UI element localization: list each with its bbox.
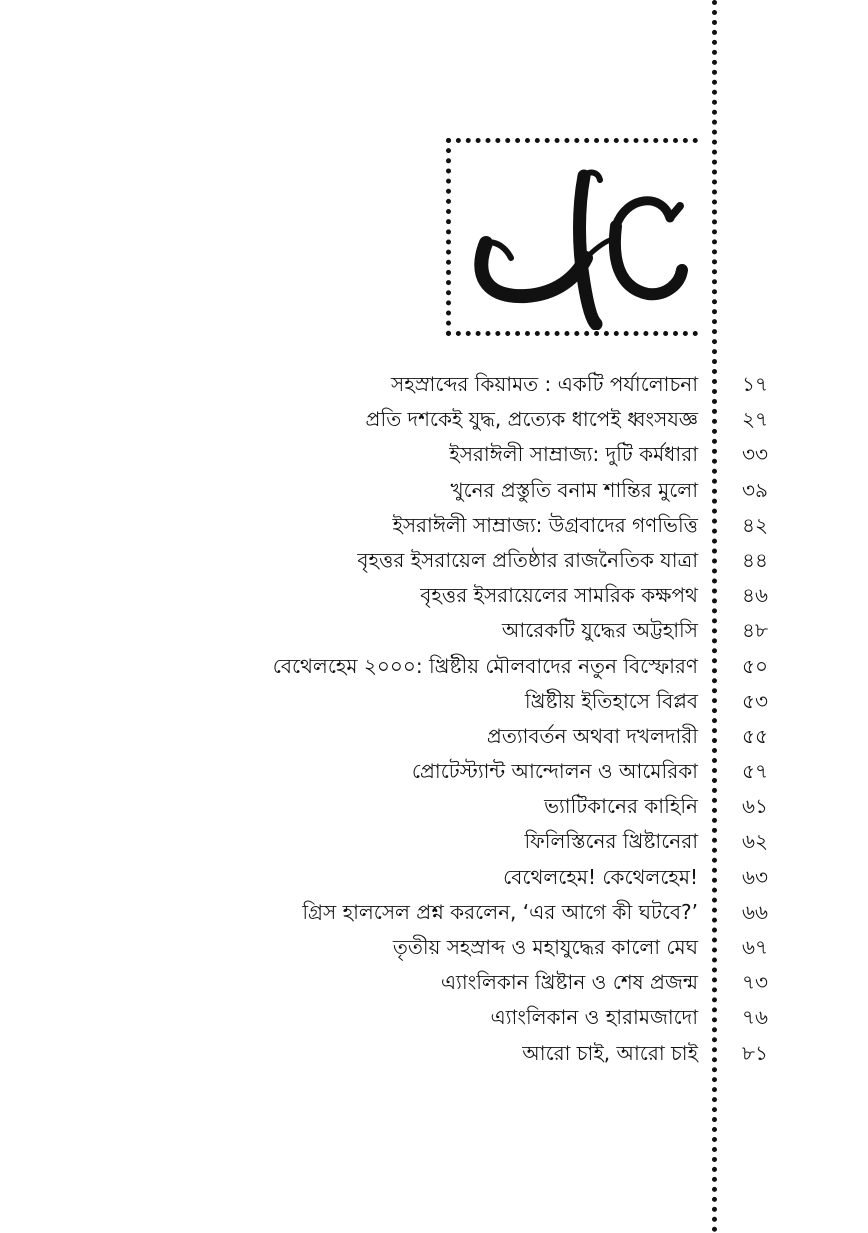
toc-entry-title: এ্যাংলিকান খ্রিষ্টান ও শেষ প্রজন্ম <box>440 970 698 995</box>
toc-entry-page: ৫৩ <box>742 688 768 713</box>
toc-entry-title: খুনের প্রস্তুতি বনাম শান্তির মুলো <box>450 477 698 502</box>
toc-entry <box>0 965 868 1000</box>
toc-entry-title: আরো চাই, আরো চাই <box>522 1040 698 1065</box>
toc-entry <box>0 508 868 543</box>
toc-entry-page: ৬৬ <box>742 899 769 924</box>
toc-entry-page: ৩৩ <box>742 442 769 467</box>
toc-entry-page: ৬১ <box>742 794 768 819</box>
toc-entry-title: সহস্রাব্দের কিয়ামত : একটি পর্যালোচনা <box>391 372 698 396</box>
toc-entry-page: ৪২ <box>742 512 768 537</box>
toc-entry <box>0 543 868 578</box>
toc-entry-title: আরেকটি যুদ্ধের অট্টহাসি <box>501 618 698 643</box>
toc-entry <box>0 789 868 824</box>
toc-entry-page: ৫৭ <box>742 759 768 784</box>
toc-entry-title: প্রত্যাবর্তন অথবা দখলদারী <box>486 723 698 748</box>
toc-entry-page: ১৭ <box>742 372 768 396</box>
toc-entry-page: ৬৭ <box>742 935 769 959</box>
toc-entry <box>0 613 868 648</box>
toc-entry <box>0 754 868 789</box>
toc-entry <box>0 437 868 472</box>
toc-entry-title: ভ্যাটিকানের কাহিনি <box>544 794 698 819</box>
toc-entry <box>0 860 868 895</box>
toc-entry <box>0 473 868 508</box>
toc-entry <box>0 684 868 719</box>
toc-entry <box>0 578 868 613</box>
title-calligraphy <box>466 148 698 330</box>
toc-entry-title: বেথেলহেম ২০০০: খ্রিষ্টীয় মৌলবাদের নতুন বিস্ফোরণ <box>272 653 698 678</box>
calligraphy-svg <box>466 148 698 330</box>
toc-entry-page: ৫৫ <box>742 723 768 748</box>
toc-entry-title: বৃহত্তর ইসরায়েলের সামরিক কক্ষপথ <box>420 583 698 608</box>
toc-entry <box>0 895 868 930</box>
toc-entry <box>0 930 868 965</box>
toc-entry-page: ৬২ <box>742 829 769 854</box>
toc-entry-title: প্রোটেস্ট্যান্ট আন্দোলন ও আমেরিকা <box>411 759 698 784</box>
toc-entry-page: ৭৩ <box>742 970 769 995</box>
toc-entry <box>0 824 868 859</box>
toc-entry-page: ৫০ <box>742 653 768 678</box>
toc-entry-title: বৃহত্তর ইসরায়েল প্রতিষ্ঠার রাজনৈতিক যাত্রা <box>357 547 698 572</box>
toc-entry-title: ইসরাঈলী সাম্রাজ্য: দুটি কর্মধারা <box>449 442 698 467</box>
toc-entry-page: ৪৪ <box>742 547 768 572</box>
toc-entry-page: ৩৯ <box>742 477 768 502</box>
toc-entry-title: এ্যাংলিকান ও হারামজাদো <box>490 1005 698 1030</box>
toc-entry-title: বেথেলহেম! কেথেলহেম! <box>503 864 698 889</box>
toc-entry-title: তৃতীয় সহস্রাব্দ ও মহাযুদ্ধের কালো মেঘ <box>392 935 698 959</box>
toc-entry <box>0 1036 868 1071</box>
toc-entry-title: গ্রিস হালসেল প্রশ্ন করলেন, ‘এর আগে কী ঘটবে?’ <box>302 899 698 924</box>
toc-entry <box>0 402 868 437</box>
toc-entry-title: প্রতি দশকেই যুদ্ধ, প্রত্যেক ধাপেই ধ্বংসযজ্ঞ <box>365 407 698 432</box>
toc-entry-page: ৪৮ <box>742 618 768 643</box>
toc-entry-title: খ্রিষ্টীয় ইতিহাসে বিপ্লব <box>524 688 698 713</box>
toc-entry-page: ৪৬ <box>742 583 768 608</box>
table-of-contents <box>0 367 868 1071</box>
toc-entry <box>0 719 868 754</box>
toc-entry-page: ৭৬ <box>742 1005 769 1030</box>
toc-entry-title: ইসরাঈলী সাম্রাজ্য: উগ্রবাদের গণভিত্তি <box>392 512 698 537</box>
toc-entry <box>0 367 868 402</box>
toc-entry <box>0 649 868 684</box>
toc-entry <box>0 1000 868 1035</box>
toc-entry-page: ৬৩ <box>742 864 769 889</box>
toc-entry-page: ৮১ <box>742 1040 768 1065</box>
toc-entry-page: ২৭ <box>742 407 769 432</box>
toc-entry-title: ফিলিস্তিনের খ্রিষ্টানেরা <box>524 829 698 854</box>
